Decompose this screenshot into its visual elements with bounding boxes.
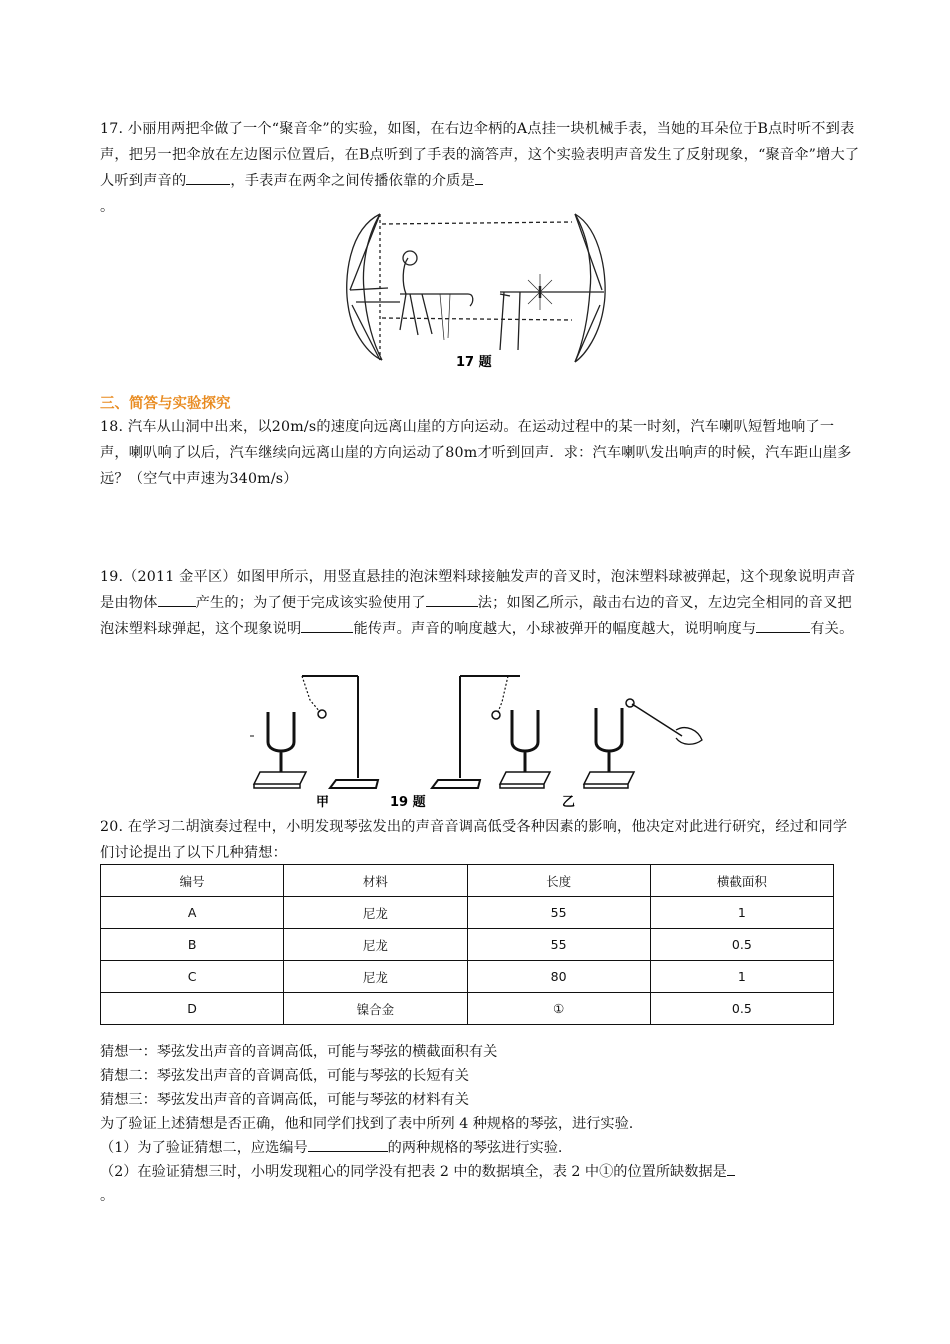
figure-19 — [250, 660, 710, 810]
guess-3: 猜想三：琴弦发出声音的音调高低，可能与琴弦的材料有关 — [100, 1092, 469, 1108]
table-cell: 0.5 — [650, 929, 833, 961]
table-header: 编号 — [101, 865, 284, 897]
sub-question-2-end: 。 — [100, 1188, 115, 1204]
blank[interactable] — [756, 618, 810, 633]
table-cell: B — [101, 929, 284, 961]
blank[interactable] — [158, 592, 196, 607]
sub-question-1: （1）为了验证猜想二，应选编号 的两种规格的琴弦进行实验. — [100, 1136, 870, 1160]
table-cell: 尼龙 — [284, 929, 467, 961]
blank[interactable] — [727, 1161, 735, 1176]
label-yi: 乙 — [562, 795, 576, 810]
guess-2: 猜想二：琴弦发出声音的音调高低，可能与琴弦的长短有关 — [100, 1068, 469, 1084]
table-cell: C — [101, 961, 284, 993]
q18-text: 18. 汽车从山洞中出来，以20m/s的速度向远离山崖的方向运动。在运动过程中的某一时刻，汽车喇叭短暂地响了一声，喇叭响了以后，汽车继续向远离山崖的方向运动了80m才听到回声．求：汽车喇叭发出响声的时候，汽车距山崖多远？（空气中声速为340m/s） — [100, 419, 852, 487]
table-header: 材料 — [284, 865, 467, 897]
figure-17 — [340, 210, 612, 376]
table-row — [101, 993, 834, 1025]
label-jia: 甲 — [316, 795, 330, 810]
blank[interactable] — [301, 618, 353, 633]
strings-table — [100, 864, 834, 1025]
blank[interactable] — [426, 592, 478, 607]
blank[interactable] — [308, 1137, 388, 1152]
q17-text: 17. 小丽用两把伞做了一个“聚音伞”的实验，如图，在右边伞柄的A点挂一块机械手表，当她的耳朵位于B点时听不到表声，把另一把伞放在左边图示位置后，在B点听到了手表的滴答声，这个实验表明声音发生了反射现象，“聚音伞”增大了人听到声音的 ，手表声在两伞之间传播依靠的介质是 。 — [100, 121, 860, 215]
table-row — [101, 961, 834, 993]
q20-intro: 20. 在学习二胡演奏过程中，小明发现琴弦发出的声音音调高低受各种因素的影响，他决定对此进行研究，经过和同学们讨论提出了以下几种猜想： — [100, 819, 848, 861]
table-row — [101, 897, 834, 929]
table-cell: 1 — [650, 897, 833, 929]
blank[interactable] — [475, 170, 483, 185]
purpose: 为了验证上述猜想是否正确，他和同学们找到了表中所列 4 种规格的琴弦，进行实验. — [100, 1116, 634, 1132]
tuning-fork-diagram — [250, 660, 710, 810]
table-cell: 55 — [467, 897, 650, 929]
guess-1: 猜想一：琴弦发出声音的音调高低，可能与琴弦的横截面积有关 — [100, 1044, 498, 1060]
table-cell: 镍合金 — [284, 993, 467, 1025]
table-row — [101, 929, 834, 961]
table-cell: 尼龙 — [284, 897, 467, 929]
table-cell: 80 — [467, 961, 650, 993]
table-cell: A — [101, 897, 284, 929]
table-header-row — [101, 865, 834, 897]
umbrella-diagram — [340, 210, 612, 376]
section-title: 三、简答与实验探究 — [100, 396, 231, 412]
figure-caption: 19 题 — [390, 795, 426, 810]
figure-caption: 17 题 — [456, 355, 492, 370]
table-cell: ① — [467, 993, 650, 1025]
table-cell: D — [101, 993, 284, 1025]
sub-question-2: （2）在验证猜想三时，小明发现粗心的同学没有把表 2 中的数据填全，表 2 中①的位置所缺数据是 — [100, 1160, 870, 1184]
table-cell: 55 — [467, 929, 650, 961]
table-header: 长度 — [467, 865, 650, 897]
q20-body — [100, 1040, 870, 1208]
table-cell: 0.5 — [650, 993, 833, 1025]
blank[interactable] — [186, 170, 230, 185]
table-cell: 1 — [650, 961, 833, 993]
table-header: 横截面积 — [650, 865, 833, 897]
q19-text: 19.（2011 金平区）如图甲所示，用竖直悬挂的泡沫塑料球接触发声的音叉时，泡沫塑料球被弹起，这个现象说明声音是由物体 产生的；为了便于完成该实验使用了 法；如图乙所示，敲击右边的音叉，左边完全相同的音叉把泡沫塑料球弹起，这个现象说明 能传声。声音的响度越大，小球被弹开的幅度越大，说明响度与 有关。 — [100, 569, 856, 637]
table-cell: 尼龙 — [284, 961, 467, 993]
